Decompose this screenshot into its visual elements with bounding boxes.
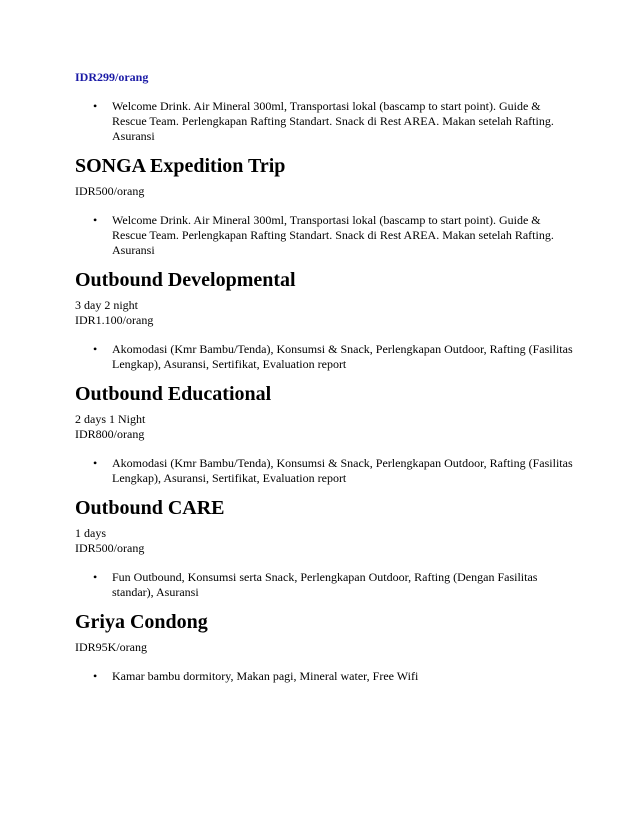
section-duration: 1 days [75,526,106,540]
section-duration: 3 day 2 night [75,298,138,312]
bullet-icon: • [93,456,98,470]
list-item [75,342,575,372]
list-item-text: Welcome Drink. Air Mineral 300ml, Transportasi lokal (bascamp to start point). Guide & Rescue Team. Perlengkapan Rafting Standart. Snack di Rest AREA. Makan setelah Rafting. Asuransi [112,99,554,143]
section-item-list [75,213,575,258]
section-title: Outbound CARE [75,497,225,519]
list-item-text: Fun Outbound, Konsumsi serta Snack, Perlengkapan Outdoor, Rafting (Dengan Fasilitas standar), Asuransi [112,570,538,599]
list-item [75,669,575,684]
section-title: Outbound Developmental [75,269,296,291]
section-price: IDR95K/orang [75,640,147,654]
bullet-icon: • [93,213,98,227]
section-title: Outbound Educational [75,383,272,405]
bullet-icon: • [93,99,98,113]
section-duration: 2 days 1 Night [75,412,146,426]
section-item-list [75,570,575,600]
list-item [75,570,575,600]
section-outbound-developmental [75,268,575,372]
section-price: IDR500/orang [75,184,145,198]
bullet-icon: • [93,570,98,584]
bullet-icon: • [93,342,98,356]
section-item-list [75,456,575,486]
list-item [75,99,575,144]
section-item-list [75,342,575,372]
section-price: IDR800/orang [75,427,145,441]
list-item-text: Kamar bambu dormitory, Makan pagi, Mineral water, Free Wifi [112,669,419,683]
section-outbound-care [75,496,575,600]
list-item-text: Akomodasi (Kmr Bambu/Tenda), Konsumsi & Snack, Perlengkapan Outdoor, Rafting (Fasilitas Lengkap), Asuransi, Sertifikat, Evaluation report [112,456,573,485]
bullet-icon: • [93,669,98,683]
intro-item-list [75,99,575,144]
section-price: IDR1.100/orang [75,313,154,327]
list-item [75,456,575,486]
list-item [75,213,575,258]
intro-block [75,70,575,144]
section-title: Griya Condong [75,611,208,633]
section-griya-condong [75,610,575,684]
intro-price-link[interactable]: IDR299/orang [75,70,149,84]
document-page [75,70,575,694]
list-item-text: Welcome Drink. Air Mineral 300ml, Transportasi lokal (bascamp to start point). Guide & Rescue Team. Perlengkapan Rafting Standart. Snack di Rest AREA. Makan setelah Rafting. Asuransi [112,213,554,257]
section-item-list [75,669,575,684]
list-item-text: Akomodasi (Kmr Bambu/Tenda), Konsumsi & Snack, Perlengkapan Outdoor, Rafting (Fasilitas Lengkap), Asuransi, Sertifikat, Evaluation report [112,342,573,371]
section-outbound-educational [75,382,575,486]
section-price: IDR500/orang [75,541,145,555]
section-title: SONGA Expedition Trip [75,155,286,177]
section-songa-expedition-trip [75,154,575,258]
